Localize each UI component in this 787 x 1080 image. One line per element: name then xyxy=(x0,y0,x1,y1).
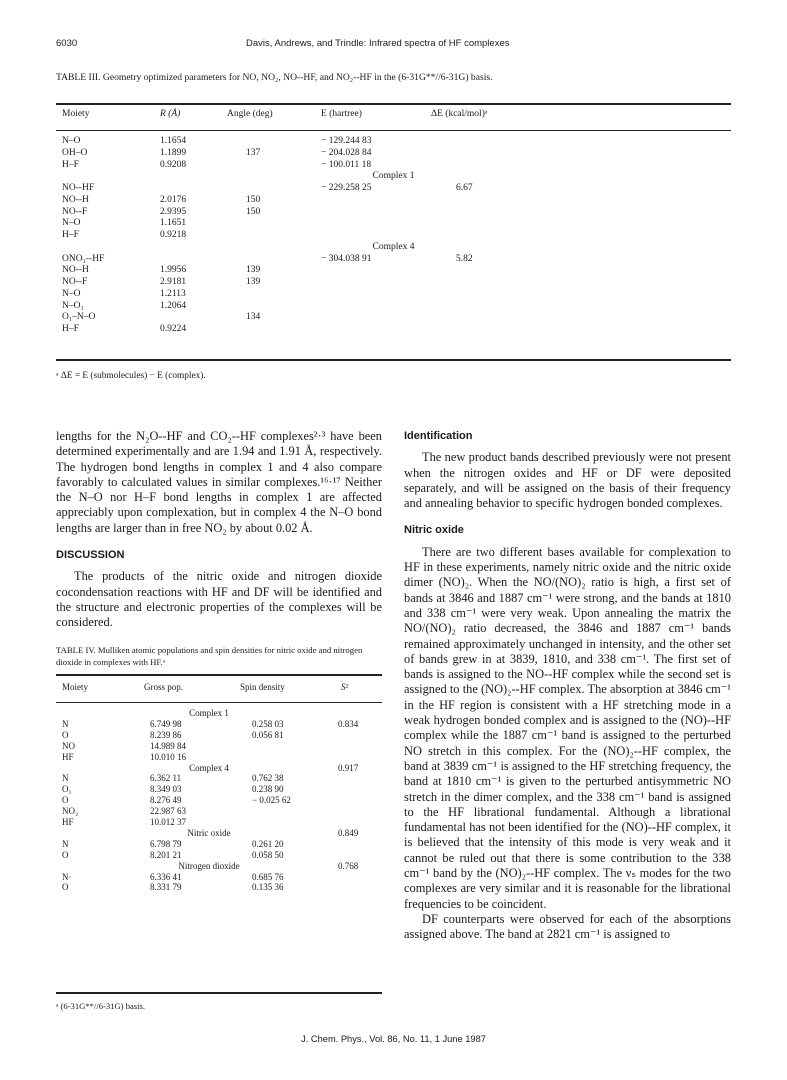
table3-cell: 0.9224 xyxy=(160,324,187,334)
discussion-heading: DISCUSSION xyxy=(56,549,125,562)
table3-group-row xyxy=(56,171,731,182)
nitric-oxide-heading: Nitric oxide xyxy=(404,524,464,537)
table3-cell: NO--HF xyxy=(62,183,95,193)
table3-group-label: Complex 4 xyxy=(372,241,415,252)
table3-cell: 2.0176 xyxy=(160,194,187,205)
table4-cell: 6.749 98 xyxy=(150,718,182,729)
table4-cell: N· xyxy=(62,871,72,882)
table4-cell: NO₂ xyxy=(62,806,79,817)
table3-cell: 0.9218 xyxy=(160,230,187,240)
table3-cell: ONO₁--HF xyxy=(62,253,105,264)
table4-caption: TABLE IV. Mulliken atomic populations and spin densities for nitric oxide and nitrogen dioxide in complexes with HF.ᵃ xyxy=(56,645,363,667)
table4-row xyxy=(56,882,382,892)
table3-body xyxy=(56,136,731,346)
table3-col-delta-e: ΔE (kcal/mol)ᵃ xyxy=(431,109,488,119)
table3-caption: TABLE III. Geometry optimized parameters for NO, NO₂, NO--HF, and NO₂--HF in the (6-31G**//6-31G) basis. xyxy=(56,72,493,83)
table4-cell: 0.768 xyxy=(338,860,359,871)
table3-row xyxy=(56,277,731,288)
table3-col-moiety: Moiety xyxy=(62,109,90,119)
table3-cell: N–O xyxy=(62,136,81,146)
table3-row xyxy=(56,301,731,312)
table3-group-label: Complex 1 xyxy=(372,171,415,182)
table4-cell: 0.258 03 xyxy=(252,718,284,729)
table3-row xyxy=(56,136,731,147)
table4-cell: 10.012 37 xyxy=(150,817,186,827)
table4-group-row xyxy=(56,861,382,871)
table3-row xyxy=(56,312,731,323)
table3-cell: 2.9395 xyxy=(160,206,187,217)
table3-col-energy: E (hartree) xyxy=(321,109,362,119)
table4-cell: 0.685 76 xyxy=(252,871,284,882)
table4-cell: N xyxy=(62,838,69,849)
table3-header-rule xyxy=(56,130,731,131)
table3-cell: − 204.028 84 xyxy=(321,147,372,158)
table4-cell: NO xyxy=(62,740,75,751)
table3-cell: 134 xyxy=(246,312,261,323)
table4-cell: 22.987 63 xyxy=(150,806,186,817)
table3-cell: 150 xyxy=(246,194,261,205)
table4-col-spin: Spin density xyxy=(240,682,285,692)
table4-cell: 0.261 20 xyxy=(252,838,284,849)
table4-group-label: Nitric oxide xyxy=(187,827,231,838)
table4-row xyxy=(56,719,382,729)
table4-col-gross-pop: Gross pop. xyxy=(144,682,184,692)
table4-group-row xyxy=(56,763,382,773)
table4-cell: HF xyxy=(62,751,74,762)
table3-cell: NO--H xyxy=(62,194,89,205)
table4-group-label: Complex 4 xyxy=(189,762,229,773)
table4-row xyxy=(56,741,382,751)
table4-body xyxy=(56,708,382,988)
table4-group-label: Complex 1 xyxy=(189,708,229,718)
right-column xyxy=(404,429,731,943)
table3-row xyxy=(56,218,731,229)
identification-heading: Identification xyxy=(404,430,473,442)
table4-bottom-rule xyxy=(56,992,382,994)
table3-cell: 1.9956 xyxy=(160,265,187,276)
table3-cell: H–F xyxy=(62,230,79,240)
table4-cell: O xyxy=(62,849,69,860)
table3-row xyxy=(56,195,731,206)
table4-cell: 10.010 16 xyxy=(150,751,186,762)
table4-cell: 8.201 21 xyxy=(150,849,182,860)
table3-bottom-rule xyxy=(56,359,731,361)
table4-cell: 6.798 79 xyxy=(150,838,182,849)
table3-cell: H–F xyxy=(62,324,79,334)
table3-row xyxy=(56,230,731,241)
table4-cell: 0.762 38 xyxy=(252,773,284,784)
table3-row xyxy=(56,160,731,171)
table4-row xyxy=(56,839,382,849)
page-header xyxy=(56,38,731,52)
table4-row xyxy=(56,730,382,740)
table3-cell: N–O xyxy=(62,288,81,299)
table4-cell: 0.849 xyxy=(338,827,359,838)
table3-row xyxy=(56,289,731,300)
table3-cell: 1.2113 xyxy=(160,288,186,299)
table3-col-r: R (Å) xyxy=(160,109,181,119)
table4-cell: 8.349 03 xyxy=(150,784,182,795)
table3-cell: 137 xyxy=(246,147,261,158)
table3-cell: N–O₁ xyxy=(62,300,84,311)
table4-row xyxy=(56,773,382,783)
page-number: 6030 xyxy=(56,38,78,49)
table3-top-rule xyxy=(56,103,731,105)
table3-row xyxy=(56,254,731,265)
table4-row xyxy=(56,817,382,827)
page-footer: J. Chem. Phys., Vol. 86, No. 11, 1 June 1987 xyxy=(301,1034,486,1044)
table3-cell: 1.1651 xyxy=(160,218,187,229)
running-title: Davis, Andrews, and Trindle: Infrared spectra of HF complexes xyxy=(246,38,510,49)
table4-cell: O xyxy=(62,795,69,806)
table3-row xyxy=(56,207,731,218)
table3-col-angle: Angle (deg) xyxy=(227,109,273,119)
table3-footnote: ᵃ ΔE = E (submolecules) − E (complex). xyxy=(56,371,206,381)
table3-cell: − 100.011 18 xyxy=(321,159,372,170)
table3-cell: 6.67 xyxy=(456,183,473,193)
table4-footnote: ᵃ (6-31G**//6-31G) basis. xyxy=(56,1001,145,1011)
nitric-oxide-para: There are two different bases available for complexation to HF in these experiments, namely nitric oxide and the nitric oxide dimer (NO)₂. When the NO/(NO)₂ ratio is high, a first set of bands at 3846 and 1887 cm⁻¹ were strong, and the bands at 1810 and 338 cm⁻¹ were very weak. Upon annealing the matrix the NO/(NO)₂ ratio decreased, the 3846 and 1887 cm⁻¹ bands remained approximately unchanged in intensity, and the other set of bands grew in at 3839, 1810, and 338 cm⁻¹. The first set of bands is assigned to the NO--HF complex while the second set is assigned to the (NO)₂--HF complex. The absorption at 3846 cm⁻¹ in the HF region is consistent with a HF stretching mode in a weak hydrogen bonded complex and is assigned to the (NO)--HF complex while the 1887 cm⁻¹ band is assigned to the perturbed NO stretch in this complex. For the (NO)₂--HF complex, the band at 3839 cm⁻¹ is assigned to the HF stretching frequency, the band at 1810 cm⁻¹ is given to the perturbed antisymmetric NO stretch in the dimer complex, and the 338 cm⁻¹ band is assigned to the HF librational fundamental. Although a librational fundamental has not been identified for the (NO)--HF complex, it is believed that the intensity of this mode is very weak and it cannot be ruled out that there is some contribution to the 338 cm⁻¹ band by the (NO)₂--HF complex. The νₛ modes for the two complexes are very similar and it is reasonable for the librational frequencies to be coincident. xyxy=(404,544,731,911)
table4-group-row xyxy=(56,828,382,838)
table4-cell: O₁ xyxy=(62,784,72,795)
table3-cell: 150 xyxy=(246,206,261,217)
table4-header-rule xyxy=(56,702,382,703)
left-column xyxy=(56,429,382,631)
table3-cell: 139 xyxy=(246,277,261,287)
table3-cell: 0.9208 xyxy=(160,159,187,170)
table4-cell: O xyxy=(62,882,69,893)
table3-row xyxy=(56,324,731,335)
table3-group-row xyxy=(56,242,731,253)
table3-cell: − 229.258 25 xyxy=(321,183,372,193)
table3-cell: 1.2064 xyxy=(160,300,187,311)
table4-cell: 0.834 xyxy=(338,718,359,729)
table4-row xyxy=(56,752,382,762)
table4-header-row xyxy=(56,682,382,694)
table4-row xyxy=(56,850,382,860)
table4-row xyxy=(56,795,382,805)
table4-cell: 6.336 41 xyxy=(150,871,182,882)
table3-cell: NO--H xyxy=(62,265,89,276)
table4-cell: 14.989 84 xyxy=(150,740,186,751)
table4-cell: O xyxy=(62,729,69,740)
table4-row xyxy=(56,872,382,882)
table4-group-row xyxy=(56,708,382,718)
identification-para: The new product bands described previously were not present when the nitrogen oxides and HF or DF were deposited separately, and will be assigned on the basis of their frequency and annealing behavior to specific hydrogen bonded complexes. xyxy=(404,450,731,511)
table3-cell: OH–O xyxy=(62,147,88,158)
table4-group-label: Nitrogen dioxide xyxy=(178,860,240,871)
discussion-para: The products of the nitric oxide and nitrogen dioxide cocondensation reactions with HF and DF will be identified and the structure and electronic properties of the complexes will be considered. xyxy=(56,569,382,630)
table4-cell: 0.058 50 xyxy=(252,849,284,860)
df-para: DF counterparts were observed for each of the absorptions assigned above. The band at 2821 cm⁻¹ is assigned to xyxy=(404,911,731,942)
table3-cell: 5.82 xyxy=(456,253,473,264)
table3-cell: 1.1654 xyxy=(160,136,187,146)
table4-col-moiety: Moiety xyxy=(62,682,88,692)
table3-cell: − 129.244 83 xyxy=(321,136,372,146)
table4-col-s2: S² xyxy=(341,682,349,692)
table4-cell: 6.362 11 xyxy=(150,773,182,784)
table3-cell: N–O xyxy=(62,218,81,229)
table3-row xyxy=(56,183,731,194)
table4-cell: 8.331 79 xyxy=(150,882,182,893)
table3-cell: 1.1899 xyxy=(160,147,187,158)
table3-cell: NO--F xyxy=(62,277,88,287)
table4-row xyxy=(56,784,382,794)
table4-cell: 8.276 49 xyxy=(150,795,182,806)
table4-cell: HF xyxy=(62,817,74,827)
table4-cell: N xyxy=(62,718,69,729)
table4-cell: N xyxy=(62,773,69,784)
table3-cell: NO--F xyxy=(62,206,88,217)
table3-cell: 2.9181 xyxy=(160,277,187,287)
table4-cell: − 0.025 62 xyxy=(252,795,291,806)
table4-cell: 8.239 86 xyxy=(150,729,182,740)
table4-top-rule xyxy=(56,674,382,676)
table3-row xyxy=(56,265,731,276)
left-para-1: lengths for the N₂O--HF and CO₂--HF complexes²·³ have been determined experimentally and are 1.94 and 1.91 Å, respectively. The hydrogen bond lengths in complex 1 and 4 also compare favorably to calculated values in similar complexes.¹⁶·¹⁷ Neither the N–O nor H–F bond lengths in complex 1 are affected appreciably upon complexation, but in complex 4 the N–O bond lengths are larger than in free NO₂ by about 0.02 Å. xyxy=(56,429,382,535)
table3-cell: − 304.038 91 xyxy=(321,253,372,264)
table3-cell: O₁–N–O xyxy=(62,312,96,323)
table4-cell: 0.917 xyxy=(338,762,359,773)
table4-cell: 0.056 81 xyxy=(252,729,284,740)
table4-row xyxy=(56,806,382,816)
table3-cell: H–F xyxy=(62,159,79,170)
table4-cell: 0.135 36 xyxy=(252,882,284,893)
table3-cell: 139 xyxy=(246,265,261,276)
table3-header-row xyxy=(56,109,731,123)
table4-cell: 0.238 90 xyxy=(252,784,284,795)
table3-row xyxy=(56,148,731,159)
